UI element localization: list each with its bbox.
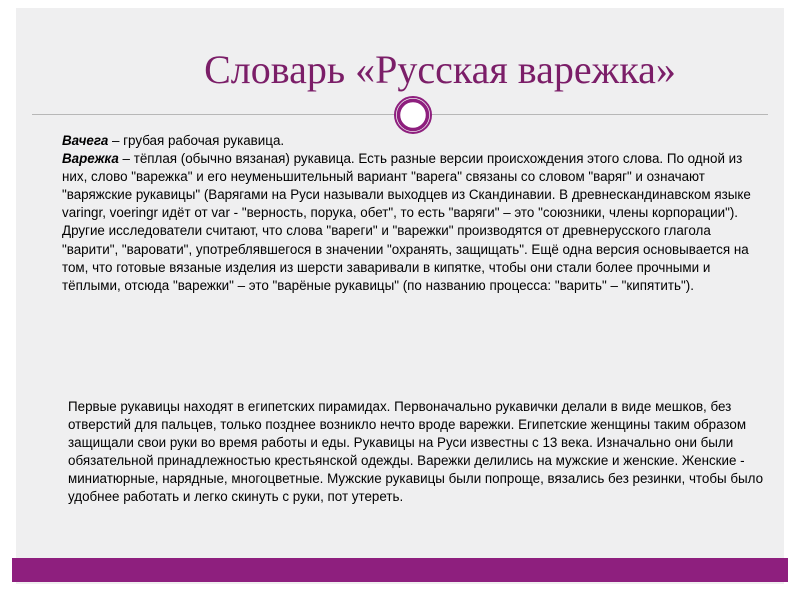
slide (16, 8, 784, 584)
slide-title: Словарь «Русская варежка» (204, 47, 676, 92)
definition-text: – тёплая (обычно вязаная) рукавица. Есть разные версии происхождения этого слова. По одной из них, слово "варежка" и его неуменьшительный вариант "варега" связаны со словом "варяг" и означают "варяжские рукавицы" (Варягами на Руси называли выходцев из Скандинавии. В древнескандинавском языке varingr, voeringr идёт от var - "верность, порука, обет", то есть "варяги" – это "союзники, члены корпорации"). Другие исследователи считают, что слова "вареги" и "варежки" производятся от древнерусского глагола "варити", "варовати", употреблявшегося в значении "охранять, защищать". Ещё одна версия основывается на том, что готовые вязаные изделия из шерсти заваривали в кипятке, чтобы они стали более прочными и тёплыми, отсюда "варежки" – это "варёные рукавицы" (по названию процесса: "варить" – "кипятить"). (62, 151, 751, 293)
definition-text: – грубая рабочая рукавица. (108, 133, 285, 148)
footer-bar (12, 558, 788, 582)
circle-ornament-icon (394, 96, 432, 134)
definition-term: Вачега (62, 133, 109, 148)
definitions-block (62, 132, 764, 295)
definition-vachega (62, 132, 764, 150)
history-paragraph: Первые рукавицы находят в египетских пирамидах. Первоначально рукавички делали в виде мешков, без отверстий для пальцев, только позднее возникло нечто вроде варежки. Египетские женщины таким образом защищали свои руки во время работы и еды. Рукавицы на Руси известны с 13 века. Изначально они были обязательной принадлежностью крестьянской одежды. Варежки делились на мужские и женские. Женские - миниатюрные, нарядные, многоцветные. Мужские рукавицы были попроще, вязались без резинки, чтобы было удобнее работать и легко скинуть с руки, пот утереть. (68, 399, 764, 505)
definition-term: Варежка (62, 151, 119, 167)
definition-varezhka (62, 150, 764, 295)
